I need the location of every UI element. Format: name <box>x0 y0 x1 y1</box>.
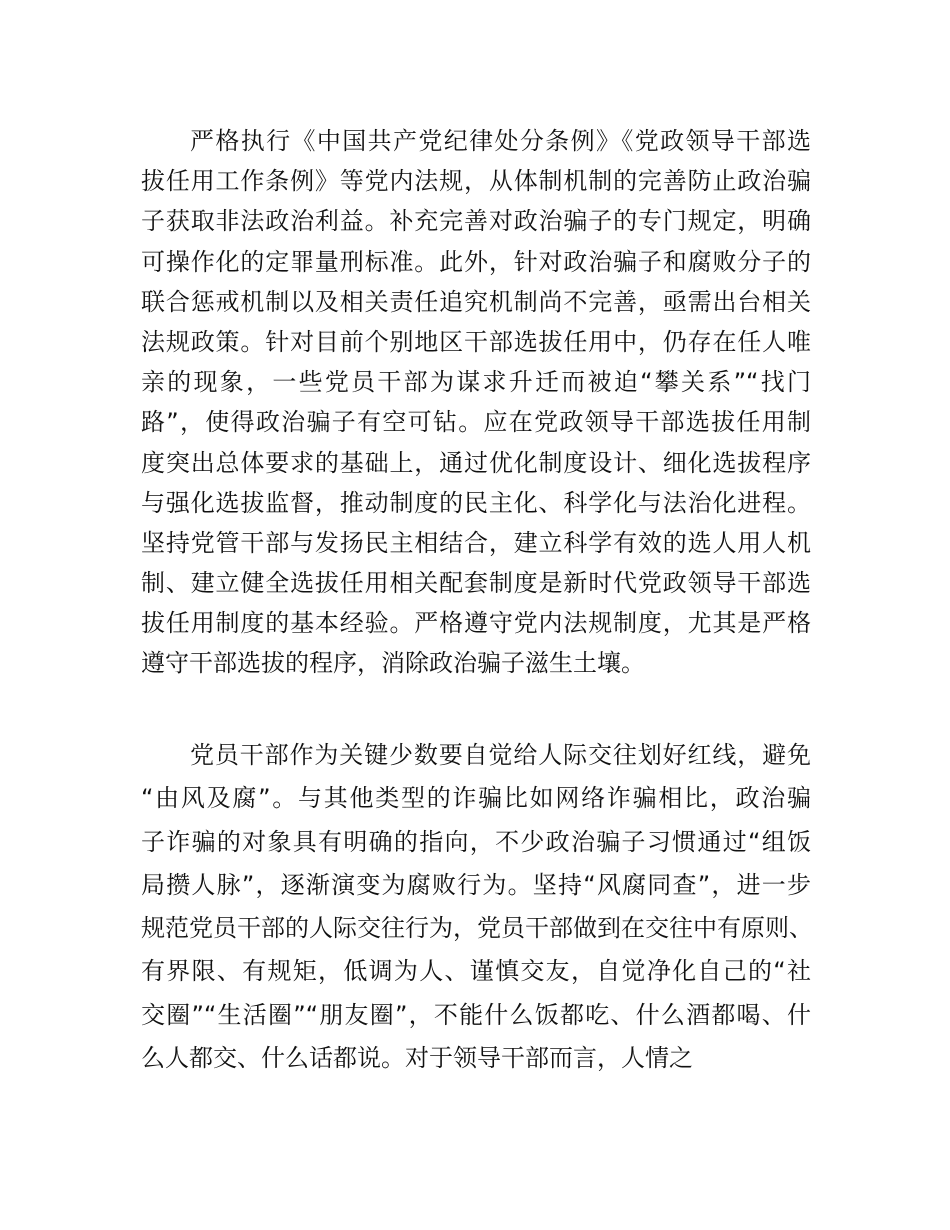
paragraph-social-boundaries <box>141 734 811 1080</box>
text-line: 有界限、有规矩，低调为人、谨慎交友，自觉净化自己的“社 <box>141 957 811 986</box>
text-line: 局攒人脉”，逐渐演变为腐败行为。坚持“风腐同查”，进一步 <box>141 870 811 899</box>
text-line: “由风及腐”。与其他类型的诈骗比如网络诈骗相比，政治骗 <box>141 784 811 813</box>
text-line: 规范党员干部的人际交往行为，党员干部做到在交往中有原则、 <box>141 914 813 943</box>
text-line: 子诈骗的对象具有明确的指向，不少政治骗子习惯通过“组饭 <box>141 827 811 856</box>
text-line: 法规政策。针对目前个别地区干部选拔任用中，仍存在任人唯 <box>141 327 811 356</box>
text-line: 联合惩戒机制以及相关责任追究机制尚不完善，亟需出台相关 <box>141 287 811 316</box>
text-line: 严格执行《中国共产党纪律处分条例》《党政领导干部选 <box>190 127 811 155</box>
text-line: 与强化选拔监督，推动制度的民主化、科学化与法治化进程。 <box>141 488 811 517</box>
paragraph-cadre-selection <box>141 121 811 684</box>
text-line: 路”，使得政治骗子有空可钻。应在党政领导干部选拔任用制 <box>141 408 811 437</box>
text-line: 党员干部作为关键少数要自觉给人际交往划好红线，避免 <box>190 741 811 769</box>
text-line: 拔任用工作条例》等党内法规，从体制机制的完善防止政治骗 <box>141 167 811 196</box>
text-line: 子获取非法政治利益。补充完善对政治骗子的专门规定，明确 <box>141 207 811 236</box>
text-line: 制、建立健全选拔任用相关配套制度是新时代党政领导干部选 <box>141 569 811 598</box>
text-line: 坚持党管干部与发扬民主相结合，建立科学有效的选人用人机 <box>141 528 811 557</box>
text-line: 亲的现象，一些党员干部为谋求升迁而被迫“攀关系”“找门 <box>141 368 811 397</box>
text-line: 度突出总体要求的基础上，通过优化制度设计、细化选拔程序 <box>141 448 811 477</box>
text-line: 可操作化的定罪量刑标准。此外，针对政治骗子和腐败分子的 <box>141 247 811 276</box>
text-line: 交圈”“生活圈”“朋友圈”，不能什么饭都吃、什么酒都喝、什 <box>141 1000 811 1029</box>
text-line: 遵守干部选拔的程序，消除政治骗子滋生土壤。 <box>141 649 645 678</box>
text-line: 么人都交、什么话都说。对于领导干部而言，人情之 <box>141 1044 693 1073</box>
text-line: 拔任用制度的基本经验。严格遵守党内法规制度，尤其是严格 <box>141 609 811 638</box>
